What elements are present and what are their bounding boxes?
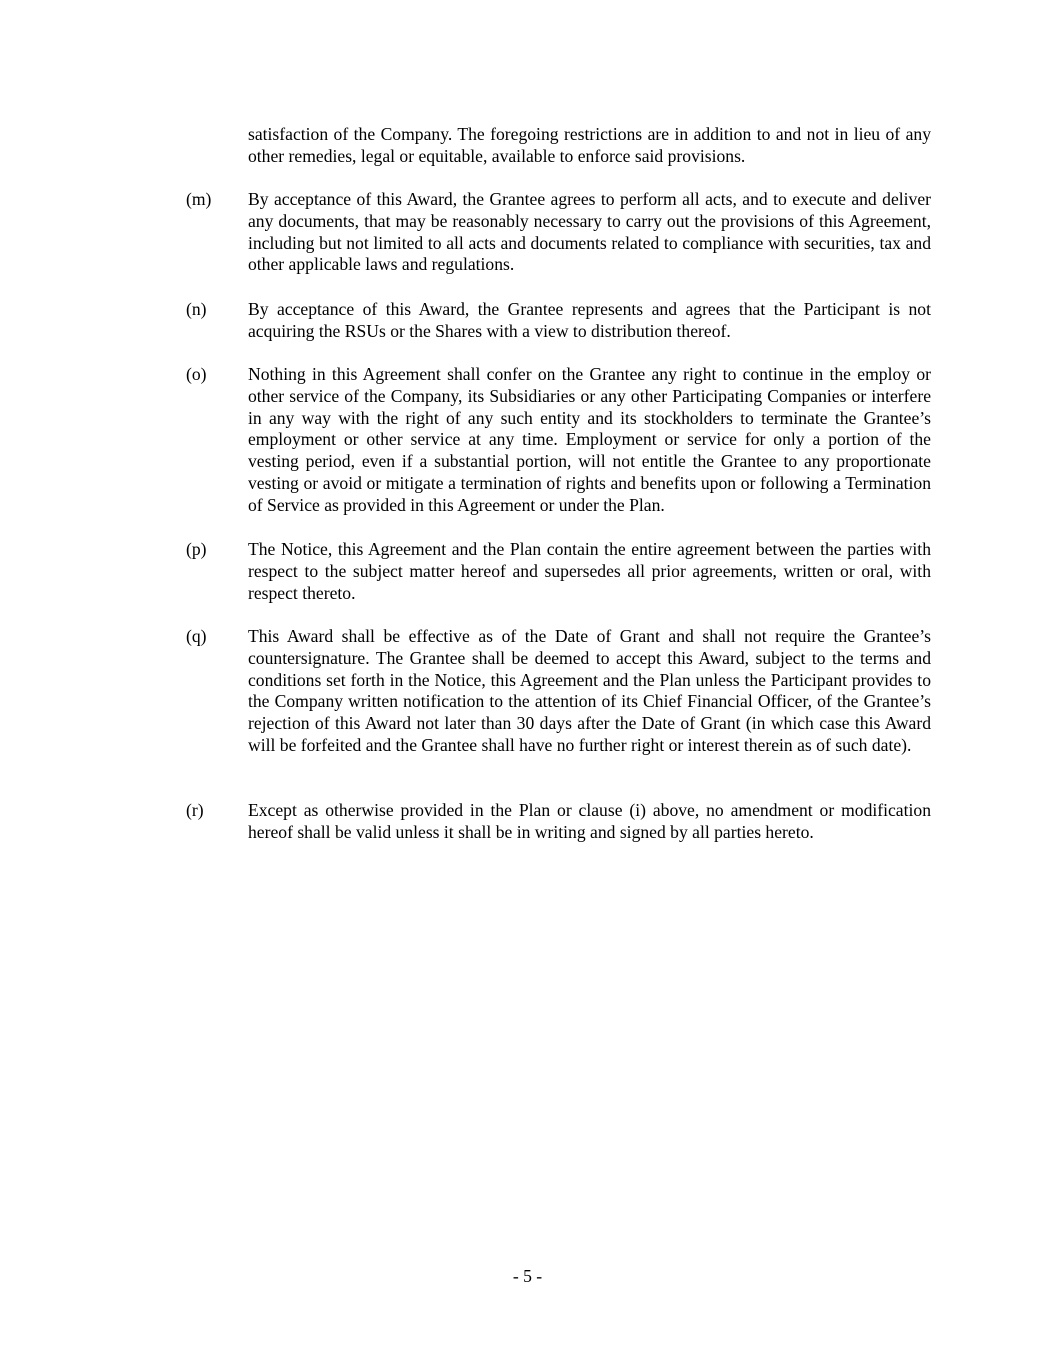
clause-text: The Notice, this Agreement and the Plan contain the entire agreement between the parties with respect to the subject matter hereof and supersedes all prior agreements, written or oral, with respect thereto. xyxy=(248,539,931,603)
clause-text: This Award shall be effective as of the Date of Grant and shall not require the Grantee’s countersignature. The Grantee shall be deemed to accept this Award, subject to the terms and conditions set forth in the Notice, this Agreement and the Plan unless the Participant provides to the Company written notification to the attention of its Chief Financial Officer, of the Grantee’s rejection of this Award not later than 30 days after the Date of Grant (in which case this Award will be forfeited and the Grantee shall have no further right or interest therein as of such date). xyxy=(248,626,931,755)
clause-text: Nothing in this Agreement shall confer on the Grantee any right to continue in the employ or other service of the Company, its Subsidiaries or any other Participating Companies or interfere in any way with the right of any such entity and its stockholders to terminate the Grantee’s employment or other service at any time. Employment or service for only a portion of the vesting period, even if a substantial portion, will not entitle the Grantee to any proportionate vesting or avoid or mitigate a termination of rights and benefits upon or following a Termination of Service as provided in this Agreement or under the Plan. xyxy=(248,364,931,515)
clause-marker: (p) xyxy=(186,539,207,559)
clause-text: By acceptance of this Award, the Grantee agrees to perform all acts, and to execute and deliver any documents, that may be reasonably necessary to carry out the provisions of this Agreement, including but not limited to all acts and documents related to compliance with securities, tax and other applicable laws and regulations. xyxy=(248,189,931,275)
clause-text: By acceptance of this Award, the Grantee represents and agrees that the Participant is not acquiring the RSUs or the Shares with a view to distribution thereof. xyxy=(248,299,931,341)
clause-marker: (o) xyxy=(186,364,207,384)
clause-marker: (m) xyxy=(186,189,212,209)
clause-marker: (r) xyxy=(186,800,204,820)
clause-n xyxy=(186,299,931,343)
clause-r xyxy=(186,800,931,844)
clause-o xyxy=(186,364,931,517)
page-number: - 5 - xyxy=(512,1266,543,1286)
clause-marker: (n) xyxy=(186,299,207,319)
continuation-paragraph: satisfaction of the Company. The foregoing restrictions are in addition to and not in lieu of any other remedies, legal or equitable, available to enforce said provisions. xyxy=(248,124,931,166)
clause-q xyxy=(186,626,931,757)
clause-marker: (q) xyxy=(186,626,207,646)
clause-text: Except as otherwise provided in the Plan or clause (i) above, no amendment or modification hereof shall be valid unless it shall be in writing and signed by all parties hereto. xyxy=(248,800,931,842)
clause-m xyxy=(186,189,931,276)
clause-p xyxy=(186,539,931,604)
